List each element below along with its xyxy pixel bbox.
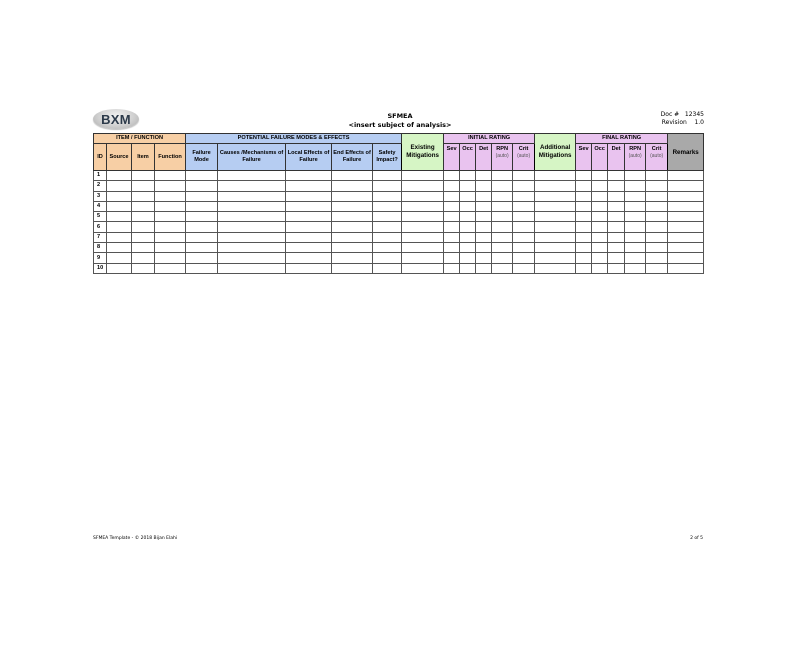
table-cell[interactable]: [592, 232, 608, 242]
table-cell[interactable]: [608, 171, 625, 181]
table-cell[interactable]: [155, 181, 186, 191]
table-cell[interactable]: [332, 232, 373, 242]
table-cell[interactable]: [373, 181, 402, 191]
table-cell[interactable]: [402, 243, 444, 253]
table-cell[interactable]: [535, 212, 576, 222]
table-cell[interactable]: [492, 222, 513, 232]
table-cell[interactable]: [218, 222, 286, 232]
causes-label: Causes /Mechanisms of Failure: [219, 150, 284, 163]
column-header-row: [94, 144, 704, 171]
table-cell[interactable]: [646, 263, 668, 273]
table-cell[interactable]: [513, 263, 535, 273]
table-row: [94, 201, 704, 211]
table-cell[interactable]: [576, 232, 592, 242]
table-cell[interactable]: [476, 181, 492, 191]
table-cell[interactable]: [402, 201, 444, 211]
table-cell[interactable]: [444, 243, 460, 253]
table-cell[interactable]: [592, 212, 608, 222]
table-cell[interactable]: [444, 201, 460, 211]
table-cell[interactable]: [576, 243, 592, 253]
table-cell[interactable]: [535, 232, 576, 242]
table-cell[interactable]: [476, 263, 492, 273]
table-row: [94, 253, 704, 263]
table-cell[interactable]: [592, 201, 608, 211]
bxm-logo: [93, 109, 139, 129]
table-row: [94, 212, 704, 222]
table-cell[interactable]: [646, 171, 668, 181]
col-initial-sev: Sev: [444, 144, 460, 171]
table-cell[interactable]: [107, 253, 132, 263]
footer-copyright: SFMEA Template - © 2018 Bijan Elahi: [93, 536, 178, 541]
col-failure-mode: [186, 144, 218, 171]
table-cell[interactable]: [646, 212, 668, 222]
table-cell[interactable]: [186, 201, 218, 211]
col-local-effects: [286, 144, 332, 171]
table-row: [94, 263, 704, 273]
table-cell[interactable]: [492, 201, 513, 211]
table-cell[interactable]: [476, 171, 492, 181]
table-cell[interactable]: [444, 212, 460, 222]
table-cell[interactable]: [155, 222, 186, 232]
table-cell[interactable]: [444, 181, 460, 191]
col-end-effects: [332, 144, 373, 171]
col-id: ID: [94, 144, 107, 171]
additional-mitigations-label: Additional Mitigations: [538, 144, 572, 159]
table-cell[interactable]: [668, 253, 704, 263]
table-row: [94, 191, 704, 201]
table-cell[interactable]: [576, 263, 592, 273]
col-final-sev: Sev: [576, 144, 592, 171]
table-cell[interactable]: [332, 191, 373, 201]
table-cell[interactable]: [332, 212, 373, 222]
table-cell[interactable]: [332, 263, 373, 273]
table-cell[interactable]: [155, 253, 186, 263]
table-cell[interactable]: [646, 243, 668, 253]
col-remarks: Remarks: [668, 134, 704, 171]
table-cell[interactable]: [373, 171, 402, 181]
local-effects-label: Local Effects of Failure: [287, 150, 330, 163]
table-cell[interactable]: [460, 201, 476, 211]
table-cell[interactable]: [460, 181, 476, 191]
table-cell[interactable]: [608, 263, 625, 273]
table-cell[interactable]: [107, 263, 132, 273]
table-cell[interactable]: [576, 171, 592, 181]
col-final-rpn: [625, 144, 646, 171]
table-cell[interactable]: [492, 191, 513, 201]
table-cell[interactable]: [646, 232, 668, 242]
row-id-cell: 10: [94, 263, 107, 273]
row-id-cell: 5: [94, 212, 107, 222]
end-effects-label: End Effects of Failure: [333, 150, 371, 163]
table-cell[interactable]: [625, 232, 646, 242]
table-cell[interactable]: [576, 201, 592, 211]
table-cell[interactable]: [460, 263, 476, 273]
row-id-cell: 9: [94, 253, 107, 263]
table-cell[interactable]: [608, 181, 625, 191]
initial-rpn-auto: (auto): [495, 153, 509, 159]
col-existing-mitigations: [402, 134, 444, 171]
table-cell[interactable]: [218, 232, 286, 242]
table-cell[interactable]: [286, 222, 332, 232]
table-cell[interactable]: [492, 263, 513, 273]
doc-number: Doc # 12345: [660, 111, 704, 118]
table-cell[interactable]: [107, 212, 132, 222]
table-cell[interactable]: [625, 201, 646, 211]
table-cell[interactable]: [332, 171, 373, 181]
table-cell[interactable]: [186, 171, 218, 181]
group-potential-failure: POTENTIAL FAILURE MODES & EFFECTS: [186, 134, 402, 144]
table-cell[interactable]: [444, 191, 460, 201]
table-cell[interactable]: [107, 232, 132, 242]
table-cell[interactable]: [186, 191, 218, 201]
col-initial-occ: Occ: [460, 144, 476, 171]
table-cell[interactable]: [625, 181, 646, 191]
table-cell[interactable]: [625, 243, 646, 253]
table-cell[interactable]: [513, 201, 535, 211]
table-cell[interactable]: [155, 212, 186, 222]
table-cell[interactable]: [286, 201, 332, 211]
col-initial-crit: [513, 144, 535, 171]
table-cell[interactable]: [513, 222, 535, 232]
table-row: [94, 232, 704, 242]
table-cell[interactable]: [608, 232, 625, 242]
initial-crit-label: Crit: [518, 146, 529, 152]
table-cell[interactable]: [646, 191, 668, 201]
table-cell[interactable]: [132, 232, 155, 242]
initial-rpn-label: RPN: [496, 146, 508, 152]
table-cell[interactable]: [460, 171, 476, 181]
table-cell[interactable]: [476, 212, 492, 222]
final-rpn-auto: (auto): [628, 153, 642, 159]
table-cell[interactable]: [592, 253, 608, 263]
final-crit-auto: (auto): [650, 153, 664, 159]
table-cell[interactable]: [186, 222, 218, 232]
table-cell[interactable]: [132, 263, 155, 273]
table-cell[interactable]: [107, 171, 132, 181]
table-cell[interactable]: [132, 253, 155, 263]
table-cell[interactable]: [373, 222, 402, 232]
table-cell[interactable]: [535, 181, 576, 191]
table-cell[interactable]: [332, 201, 373, 211]
table-cell[interactable]: [107, 181, 132, 191]
table-cell[interactable]: [625, 171, 646, 181]
table-cell[interactable]: [646, 201, 668, 211]
table-cell[interactable]: [402, 212, 444, 222]
table-cell[interactable]: [625, 263, 646, 273]
table-cell[interactable]: [373, 232, 402, 242]
table-cell[interactable]: [155, 232, 186, 242]
table-cell[interactable]: [646, 222, 668, 232]
table-cell[interactable]: [608, 253, 625, 263]
table-cell[interactable]: [107, 201, 132, 211]
table-cell[interactable]: [668, 181, 704, 191]
table-cell[interactable]: [186, 212, 218, 222]
table-cell[interactable]: [402, 181, 444, 191]
table-cell[interactable]: [535, 243, 576, 253]
table-cell[interactable]: [535, 253, 576, 263]
table-cell[interactable]: [513, 181, 535, 191]
table-cell[interactable]: [535, 171, 576, 181]
table-cell[interactable]: [513, 243, 535, 253]
table-cell[interactable]: [155, 171, 186, 181]
table-cell[interactable]: [492, 181, 513, 191]
table-cell[interactable]: [576, 222, 592, 232]
row-id-cell: 8: [94, 243, 107, 253]
table-cell[interactable]: [132, 181, 155, 191]
table-cell[interactable]: [286, 253, 332, 263]
table-cell[interactable]: [513, 232, 535, 242]
table-cell[interactable]: [218, 263, 286, 273]
table-cell[interactable]: [668, 232, 704, 242]
table-cell[interactable]: [218, 212, 286, 222]
table-cell[interactable]: [460, 253, 476, 263]
table-cell[interactable]: [460, 212, 476, 222]
table-cell[interactable]: [286, 181, 332, 191]
table-cell[interactable]: [668, 222, 704, 232]
table-cell[interactable]: [218, 201, 286, 211]
table-cell[interactable]: [608, 212, 625, 222]
table-cell[interactable]: [576, 191, 592, 201]
table-cell[interactable]: [286, 171, 332, 181]
table-cell[interactable]: [460, 191, 476, 201]
table-row: [94, 171, 704, 181]
document-title: SFMEA: [387, 112, 413, 120]
table-cell[interactable]: [286, 212, 332, 222]
table-cell[interactable]: [513, 212, 535, 222]
table-cell[interactable]: [592, 171, 608, 181]
table-cell[interactable]: [592, 263, 608, 273]
table-cell[interactable]: [476, 222, 492, 232]
failure-mode-label: Failure Mode: [192, 150, 211, 163]
document-subtitle: <insert subject of analysis>: [348, 121, 452, 129]
col-causes: [218, 144, 286, 171]
table-cell[interactable]: [132, 222, 155, 232]
existing-mitigations-label: Existing Mitigations: [406, 144, 439, 159]
table-cell[interactable]: [608, 243, 625, 253]
initial-crit-auto: (auto): [517, 153, 531, 159]
table-cell[interactable]: [492, 171, 513, 181]
table-cell[interactable]: [535, 191, 576, 201]
table-cell[interactable]: [332, 243, 373, 253]
table-cell[interactable]: [373, 191, 402, 201]
table-cell[interactable]: [107, 191, 132, 201]
table-cell[interactable]: [513, 171, 535, 181]
table-cell[interactable]: [132, 191, 155, 201]
table-cell[interactable]: [576, 212, 592, 222]
table-cell[interactable]: [592, 222, 608, 232]
table-cell[interactable]: [625, 253, 646, 263]
table-cell[interactable]: [286, 232, 332, 242]
row-id-cell: 2: [94, 181, 107, 191]
group-header-row: [94, 134, 704, 144]
table-cell[interactable]: [444, 222, 460, 232]
table-cell[interactable]: [625, 191, 646, 201]
table-cell[interactable]: [444, 253, 460, 263]
row-id-cell: 7: [94, 232, 107, 242]
row-id-cell: 1: [94, 171, 107, 181]
table-cell[interactable]: [460, 222, 476, 232]
table-cell[interactable]: [492, 253, 513, 263]
table-cell[interactable]: [476, 201, 492, 211]
table-cell[interactable]: [286, 243, 332, 253]
table-cell[interactable]: [402, 171, 444, 181]
sfmea-table: [93, 133, 704, 274]
table-cell[interactable]: [186, 243, 218, 253]
table-cell[interactable]: [332, 222, 373, 232]
table-cell[interactable]: [668, 191, 704, 201]
table-cell[interactable]: [476, 243, 492, 253]
table-cell[interactable]: [492, 243, 513, 253]
table-cell[interactable]: [132, 212, 155, 222]
table-cell[interactable]: [535, 222, 576, 232]
table-cell[interactable]: [155, 263, 186, 273]
col-additional-mitigations: [535, 134, 576, 171]
logo-text: BXM: [101, 111, 131, 127]
col-initial-rpn: [492, 144, 513, 171]
table-cell[interactable]: [576, 181, 592, 191]
table-cell[interactable]: [476, 232, 492, 242]
table-cell[interactable]: [646, 253, 668, 263]
table-cell[interactable]: [155, 201, 186, 211]
table-cell[interactable]: [492, 212, 513, 222]
table-cell[interactable]: [373, 263, 402, 273]
table-cell[interactable]: [132, 201, 155, 211]
table-cell[interactable]: [460, 232, 476, 242]
table-cell[interactable]: [535, 201, 576, 211]
table-cell[interactable]: [218, 253, 286, 263]
group-initial-rating: INITIAL RATING: [444, 134, 535, 144]
col-source: Source: [107, 144, 132, 171]
table-cell[interactable]: [218, 243, 286, 253]
table-cell[interactable]: [107, 222, 132, 232]
final-rpn-label: RPN: [629, 146, 642, 152]
final-crit-label: Crit: [651, 146, 662, 152]
table-cell[interactable]: [218, 171, 286, 181]
col-final-crit: [646, 144, 668, 171]
table-cell[interactable]: [444, 171, 460, 181]
col-item: Item: [132, 144, 155, 171]
table-cell[interactable]: [513, 191, 535, 201]
col-safety-impact: [373, 144, 402, 171]
table-cell[interactable]: [132, 243, 155, 253]
table-cell[interactable]: [218, 181, 286, 191]
table-cell[interactable]: [592, 243, 608, 253]
table-cell[interactable]: [576, 253, 592, 263]
table-cell[interactable]: [444, 232, 460, 242]
table-cell[interactable]: [186, 232, 218, 242]
table-cell[interactable]: [373, 212, 402, 222]
revision-number: Revision 1.0: [661, 119, 704, 126]
table-cell[interactable]: [476, 191, 492, 201]
table-cell[interactable]: [668, 212, 704, 222]
table-cell[interactable]: [402, 191, 444, 201]
table-cell[interactable]: [286, 263, 332, 273]
table-cell[interactable]: [107, 243, 132, 253]
table-cell[interactable]: [373, 253, 402, 263]
row-id-cell: 6: [94, 222, 107, 232]
table-cell[interactable]: [332, 181, 373, 191]
table-cell[interactable]: [513, 253, 535, 263]
table-row: [94, 181, 704, 191]
table-cell[interactable]: [155, 191, 186, 201]
table-cell[interactable]: [625, 212, 646, 222]
table-cell[interactable]: [668, 243, 704, 253]
table-cell[interactable]: [535, 263, 576, 273]
table-cell[interactable]: [186, 181, 218, 191]
table-cell[interactable]: [625, 222, 646, 232]
table-cell[interactable]: [373, 201, 402, 211]
table-cell[interactable]: [186, 263, 218, 273]
row-id-cell: 3: [94, 191, 107, 201]
footer-page-number: 2 of 5: [690, 536, 703, 541]
table-cell[interactable]: [332, 253, 373, 263]
table-cell[interactable]: [460, 243, 476, 253]
table-row: [94, 243, 704, 253]
table-cell[interactable]: [402, 232, 444, 242]
table-cell[interactable]: [492, 232, 513, 242]
table-cell[interactable]: [668, 263, 704, 273]
group-item-function: ITEM / FUNCTION: [94, 134, 186, 144]
table-cell[interactable]: [608, 191, 625, 201]
table-cell[interactable]: [186, 253, 218, 263]
table-cell[interactable]: [286, 191, 332, 201]
group-final-rating: FINAL RATING: [576, 134, 668, 144]
table-cell[interactable]: [668, 201, 704, 211]
table-cell[interactable]: [608, 201, 625, 211]
table-cell[interactable]: [668, 171, 704, 181]
table-cell[interactable]: [476, 253, 492, 263]
table-row: [94, 222, 704, 232]
table-cell[interactable]: [155, 243, 186, 253]
table-cell[interactable]: [402, 222, 444, 232]
col-function: Function: [155, 144, 186, 171]
table-cell[interactable]: [444, 263, 460, 273]
table-cell[interactable]: [592, 191, 608, 201]
table-cell[interactable]: [608, 222, 625, 232]
row-id-cell: 4: [94, 201, 107, 211]
safety-impact-label: Safety Impact?: [376, 150, 398, 163]
col-final-occ: Occ: [592, 144, 608, 171]
table-cell[interactable]: [402, 263, 444, 273]
table-cell[interactable]: [592, 181, 608, 191]
table-cell[interactable]: [373, 243, 402, 253]
table-cell[interactable]: [132, 171, 155, 181]
col-final-det: Det: [608, 144, 625, 171]
table-cell[interactable]: [646, 181, 668, 191]
table-cell[interactable]: [402, 253, 444, 263]
col-initial-det: Det: [476, 144, 492, 171]
table-cell[interactable]: [218, 191, 286, 201]
